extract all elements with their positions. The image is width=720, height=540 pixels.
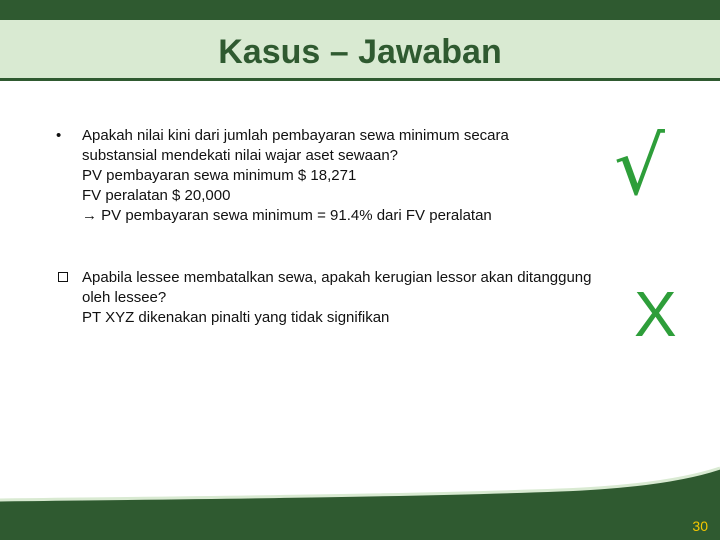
- title-underline: [0, 78, 720, 81]
- item-1-body: [82, 126, 616, 226]
- bullet-dot: •: [56, 127, 62, 144]
- question-2-line-1: Apabila lessee membatalkan sewa, apakah kerugian lessor akan ditanggung: [82, 269, 592, 286]
- question-1-line-2: substansial mendekati nilai wajar aset sewaan?: [82, 147, 399, 164]
- top-bar: [0, 0, 720, 20]
- answer-1-line-2: FV peralatan $ 20,000: [82, 187, 231, 204]
- answer-1-line-3: → PV pembayaran sewa minimum = 91.4% dari FV peralatan: [82, 207, 492, 224]
- check-icon: √: [614, 120, 665, 213]
- list-item-2: [56, 268, 616, 328]
- item-2-body: [82, 268, 616, 328]
- slide-title: Kasus – Jawaban: [218, 33, 502, 71]
- page-number: 30: [692, 518, 708, 534]
- answer-2-line-1: PT XYZ dikenakan pinalti yang tidak signifikan: [82, 309, 390, 326]
- square-bullet-icon: [58, 272, 68, 282]
- answer-1-line-1: PV pembayaran sewa minimum $ 18,271: [82, 167, 357, 184]
- x-icon: X: [634, 278, 677, 350]
- footer-wave: [0, 460, 720, 540]
- question-1-line-1: Apakah nilai kini dari jumlah pembayaran sewa minimum secara: [82, 127, 509, 144]
- list-item-1: [56, 126, 616, 226]
- question-2-line-2: oleh lessee?: [82, 289, 167, 306]
